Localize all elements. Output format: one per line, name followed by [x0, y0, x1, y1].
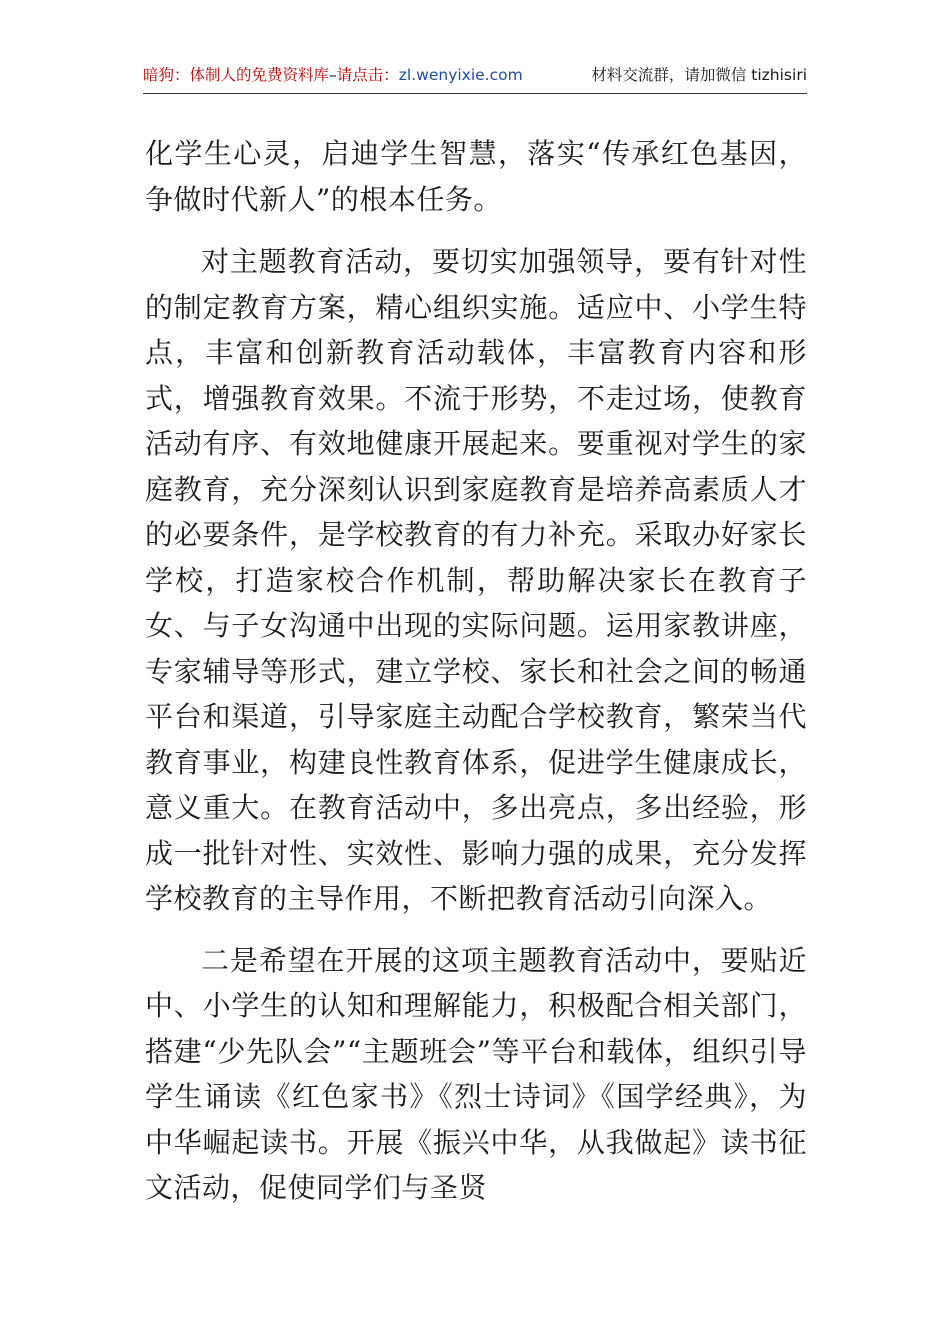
paragraph-education-activities: 对主题教育活动，要切实加强领导，要有针对性的制定教育方案，精心组织实施。适应中、小学生特点，丰富和创新教育活动载体，丰富教育内容和形式，增强教育效果。不流于形势，不走过场，使教育活动有序、有效地健康开展起来。要重视对学生的家庭教育，充分深刻认识到家庭教育是培养高素质人才的必要条件，是学校教育的有力补充。采取办好家长学校，打造家校合作机制，帮助解决家长在教育子女、与子女沟通中出现的实际问题。运用家教讲座，专家辅导等形式，建立学校、家长和社会之间的畅通平台和渠道，引导家庭主动配合学校教育，繁荣当代教育事业，构建良性教育体系，促进学生健康成长，意义重大。在教育活动中，多出亮点，多出经验，形成一批针对性、实效性、影响力强的成果，充分发挥学校教育的主导作用，不断把教育活动引向深入。 [145, 245, 807, 915]
paragraph-second-hope: 二是希望在开展的这项主题教育活动中，要贴近中、小学生的认知和理解能力，积极配合相关部门，搭建“少先队会”“主题班会”等平台和载体，组织引导学生诵读《红色家书》《烈士诗词》《国学经典》，为中华崛起读书。开展《振兴中华，从我做起》读书征文活动，促使同学们与圣贤 [145, 943, 807, 1204]
document-body [145, 131, 807, 1211]
header-click-prompt: 请点击： [336, 66, 399, 84]
page-header [143, 62, 807, 94]
paragraph-continuation: 化学生心灵，启迪学生智慧，落实“传承红色基因，争做时代新人”的根本任务。 [145, 137, 807, 216]
header-dash: – [329, 66, 337, 84]
header-link[interactable]: zl.wenyixie.com [398, 66, 523, 84]
header-contact: 材料交流群，请加微信 tizhisiri [591, 66, 807, 84]
header-site-name: 暗狗：体制人的免费资料库 [143, 66, 330, 84]
